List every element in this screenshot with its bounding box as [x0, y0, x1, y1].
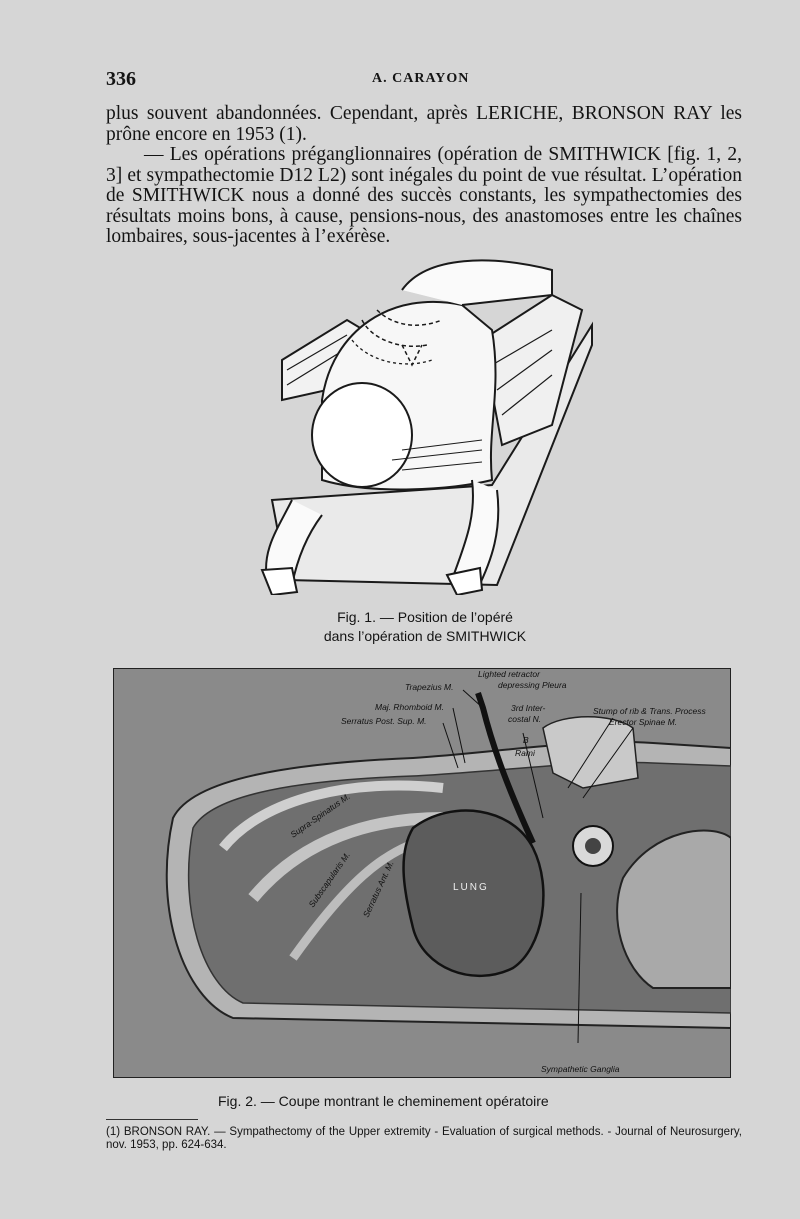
body-text — [106, 104, 742, 248]
figure-1-drawing — [252, 250, 602, 595]
label-third-intercostal: 3rd Inter- — [511, 703, 546, 713]
page-number: 336 — [106, 68, 136, 90]
label-rami: Rami — [515, 748, 535, 758]
label-lung: LUNG — [453, 882, 489, 893]
paragraph-2: — Les opérations préganglionnaires (opération de SMITHWICK [fig. 1, 2, 3] et sympathectomie D12 L2) sont inégales du point de vue résultat. L’opération de SMITHWICK nous a donné des succès constants, les sympathectomies des résultats moins bons, à cause, pensions-nous, des anastomoses entre les chaînes lombaires, sous-jacentes à l’exérèse. — [106, 144, 742, 247]
footnote: (1) BRONSON RAY. — Sympathectomy of the Upper extremity - Evaluation of surgical methods. - Journal of Neurosurgery, nov. 1953, pp. 624-634. — [106, 1126, 742, 1151]
figure-2-cross-section — [113, 668, 731, 1078]
label-trapezius: Trapezius M. — [405, 682, 454, 692]
label-serratus-ant: Serratus Ant. M. — [360, 859, 396, 919]
figure-1-caption-line2: dans l’opération de SMITHWICK — [323, 628, 527, 644]
figure-1-caption — [250, 608, 600, 646]
label-subscapularis: Subscapularis M. — [306, 850, 353, 910]
paragraph-1: plus souvent abandonnées. Cependant, après LERICHE, BRONSON RAY les prône encore en 1953 (1). — [106, 103, 742, 145]
label-lighted-retractor: Lighted retractor — [478, 669, 540, 679]
figure-1-caption-line1: Fig. 1. — Position de l’opéré — [337, 609, 513, 625]
label-b: B — [523, 735, 529, 745]
running-title: A. CARAYON — [372, 71, 470, 86]
label-supra-spinatus: Supra-Spinatus M. — [288, 791, 352, 840]
label-sympathetic-ganglia: Sympathetic Ganglia — [541, 1064, 620, 1074]
label-erector-spinae: Erector Spinae M. — [609, 717, 678, 727]
label-costal-n: costal N. — [508, 714, 542, 724]
figure-2-caption: Fig. 2. — Coupe montrant le cheminement opératoire — [218, 1093, 549, 1109]
label-stump: Stump of rib & Trans. Process — [593, 706, 706, 716]
label-serratus-post-sup: Serratus Post. Sup. M. — [341, 716, 427, 726]
footnote-rule — [106, 1119, 198, 1120]
label-maj-rhomboid: Maj. Rhomboid M. — [375, 702, 444, 712]
label-depressing-pleura: depressing Pleura — [498, 680, 567, 690]
